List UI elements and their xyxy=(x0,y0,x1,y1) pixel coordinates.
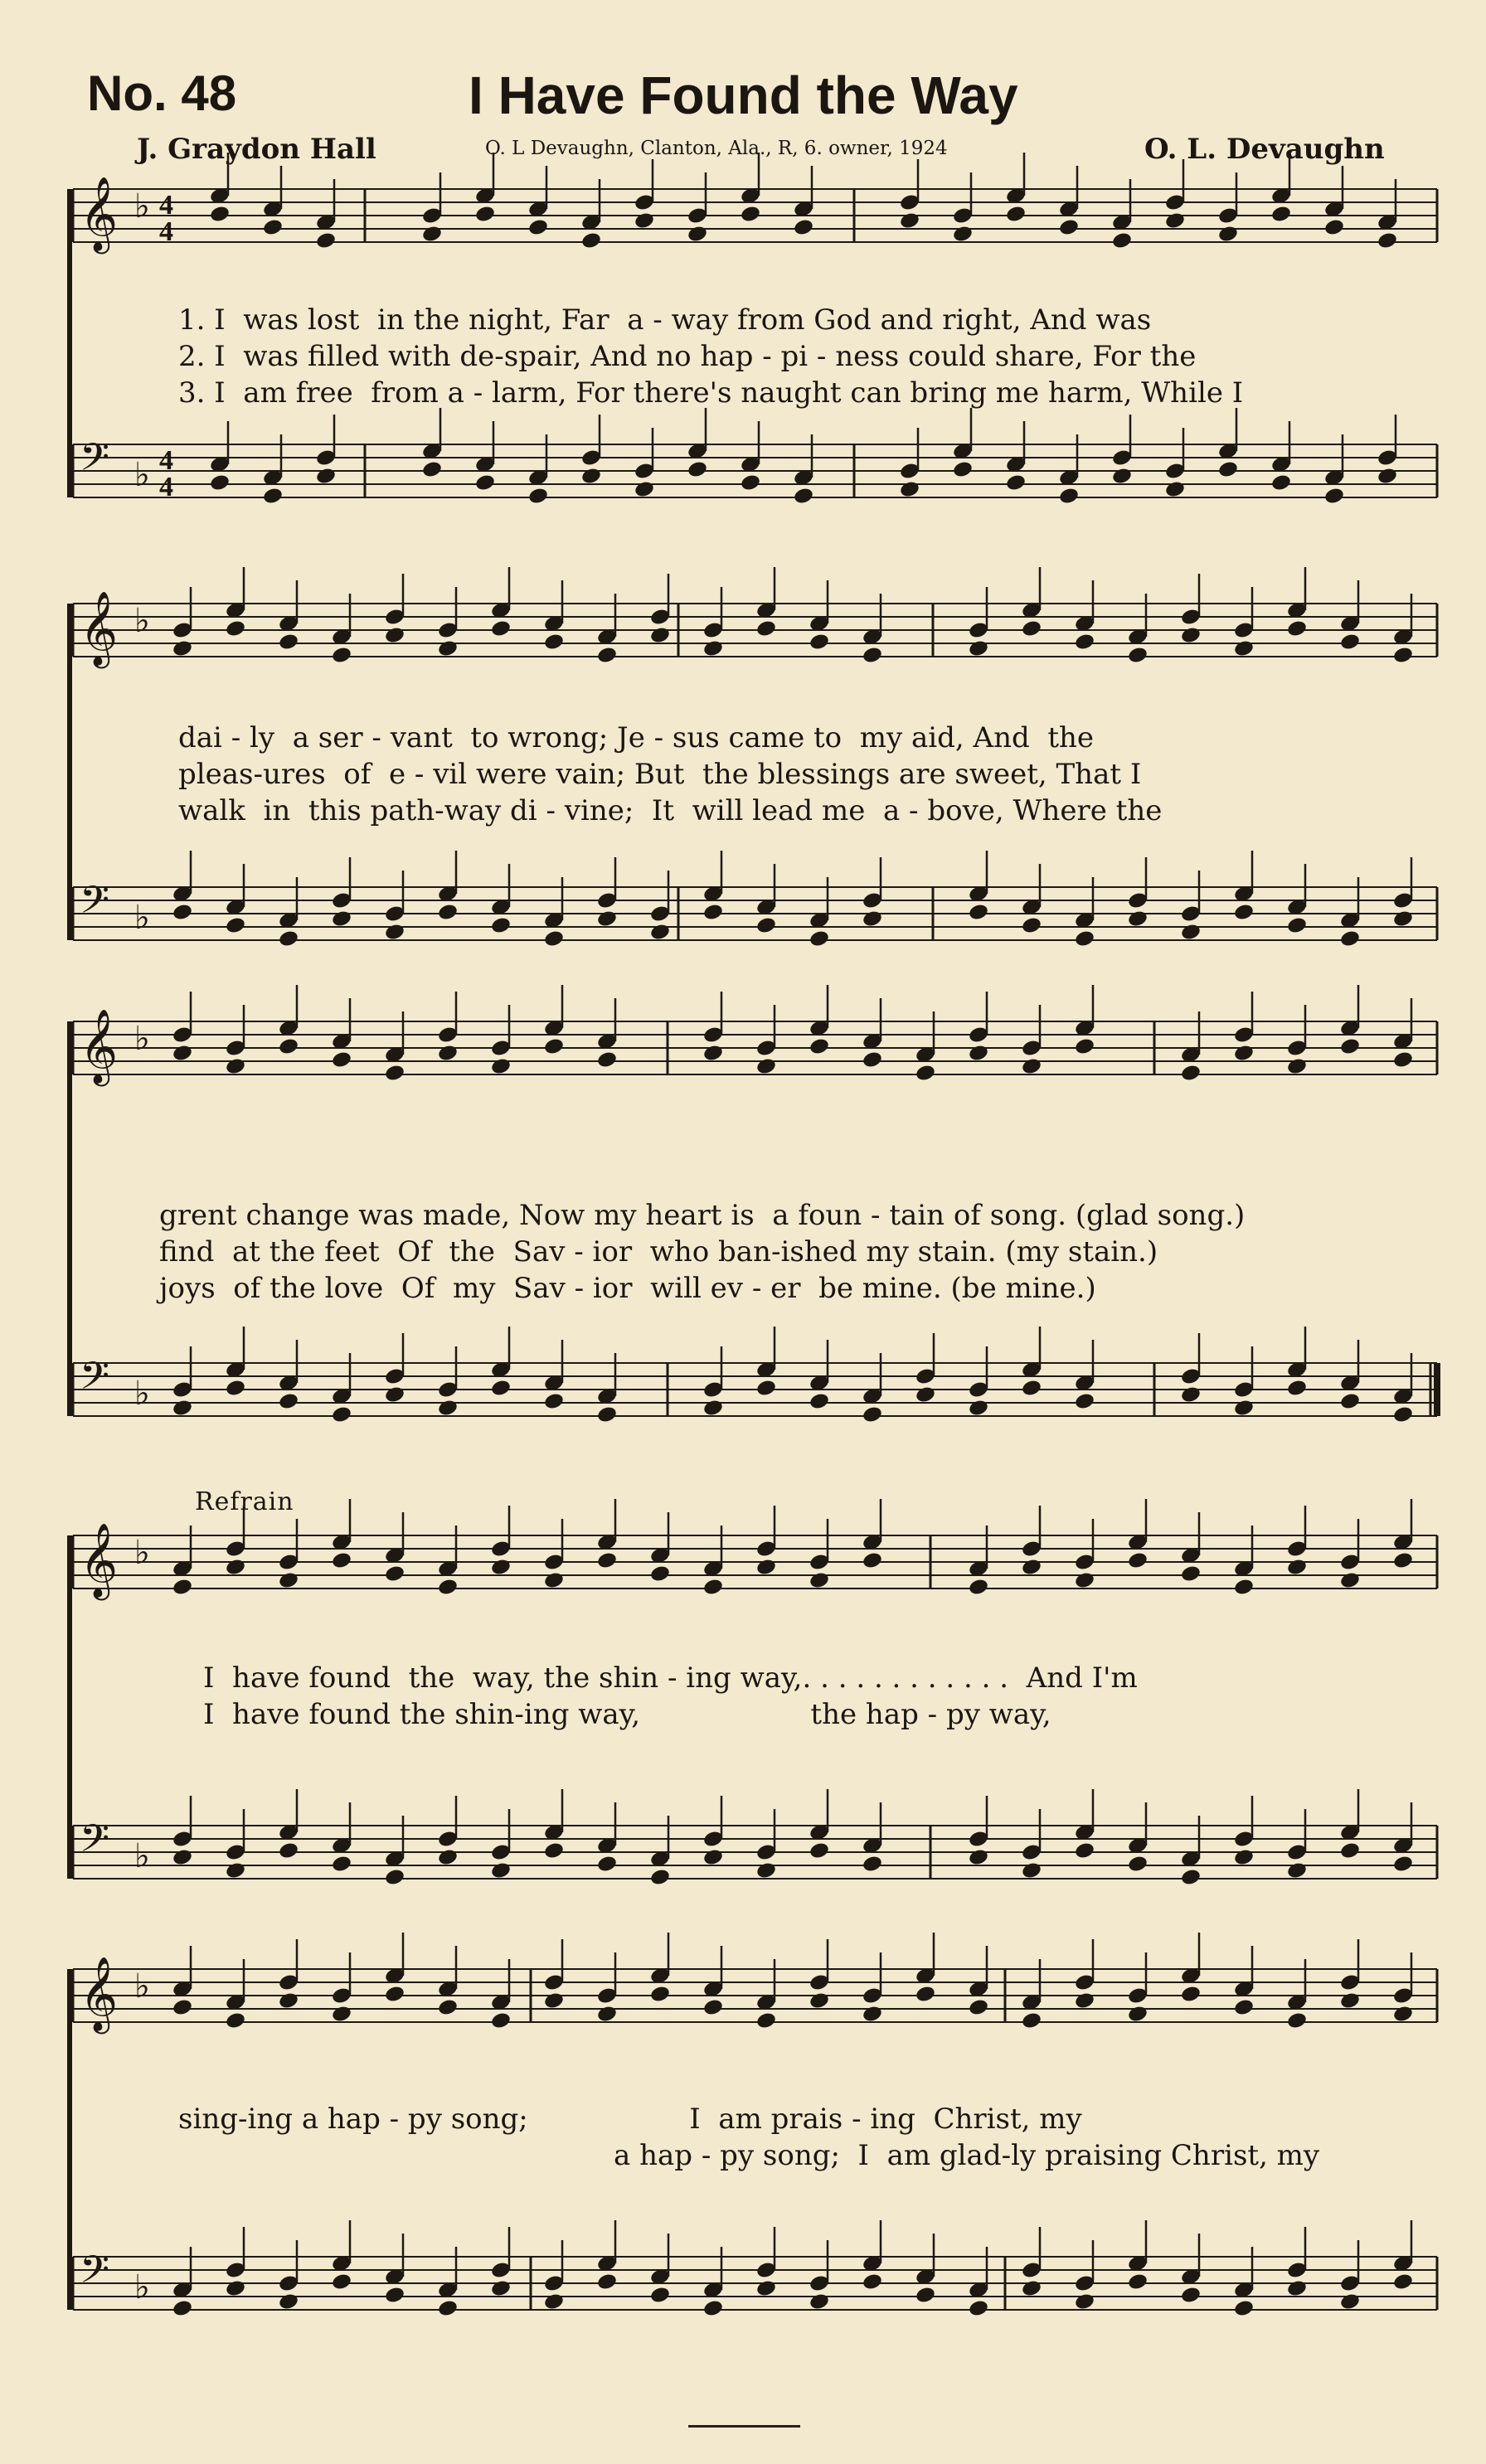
note-head xyxy=(580,231,602,250)
note-head xyxy=(809,1392,830,1411)
note-head xyxy=(1074,929,1095,948)
copyright-notice: O. L Devaughn, Clanton, Ala., R, 6. owner, 1924 xyxy=(485,138,948,159)
note-head xyxy=(278,929,299,948)
bass-clef-icon: 𝄢 xyxy=(80,1354,110,1408)
note-head xyxy=(278,1991,299,2010)
note-head xyxy=(1392,2005,1414,2024)
note-head xyxy=(527,218,549,237)
note-head xyxy=(1286,619,1308,638)
note-head xyxy=(1339,1392,1361,1411)
note-head xyxy=(862,1855,883,1874)
note-head xyxy=(1339,1841,1361,1860)
note-head xyxy=(702,2299,724,2318)
note-head xyxy=(490,1379,512,1398)
note-head xyxy=(899,211,920,230)
note-head xyxy=(702,1399,724,1418)
note-head xyxy=(915,1985,936,2004)
note-head xyxy=(1164,211,1186,230)
note-head xyxy=(543,1392,565,1411)
note-head xyxy=(968,903,989,922)
note-head xyxy=(225,1379,246,1398)
note-head xyxy=(809,2292,830,2311)
note-head xyxy=(755,1558,777,1577)
refrain-label: Refrain xyxy=(195,1487,294,1516)
note-head xyxy=(649,626,671,645)
note-head xyxy=(1233,2299,1255,2318)
note-head xyxy=(474,473,496,492)
note-head xyxy=(1286,2279,1308,2298)
note-head xyxy=(862,1405,883,1424)
note-head xyxy=(331,1050,352,1070)
note-head xyxy=(755,1057,777,1076)
note-head xyxy=(262,218,284,237)
note-head xyxy=(437,903,459,922)
note-head xyxy=(968,1578,989,1597)
note-head xyxy=(1074,633,1095,652)
note-head xyxy=(543,2292,565,2311)
note-head xyxy=(1323,218,1345,237)
note-head xyxy=(634,211,655,230)
note-head xyxy=(1058,487,1080,506)
treble-clef-icon: 𝄞 xyxy=(80,1957,119,2031)
note-head xyxy=(1233,903,1255,922)
note-head xyxy=(1111,231,1133,250)
note-head xyxy=(474,205,496,224)
note-head xyxy=(809,1571,830,1590)
note-head xyxy=(490,1057,512,1076)
note-head xyxy=(862,646,883,665)
note-head xyxy=(1339,2292,1361,2311)
note-head xyxy=(543,929,565,948)
footer-rule xyxy=(688,2425,800,2428)
note-head xyxy=(225,619,246,638)
note-head xyxy=(702,1848,724,1867)
note-head xyxy=(1339,929,1361,948)
lyric-line-s2-v2: pleas-ures of e - vil were vain; But the blessings are sweet, That I xyxy=(178,758,1142,791)
note-head xyxy=(1127,2272,1148,2292)
note-head xyxy=(968,2299,989,2318)
note-head xyxy=(755,1861,777,1880)
note-head xyxy=(596,1405,618,1424)
note-head xyxy=(968,1998,989,2017)
note-head xyxy=(172,1848,193,1867)
note-head xyxy=(543,1571,565,1590)
lyric-line-s4-v2: I have found the shin-ing way, the hap - py way, xyxy=(203,1698,1051,1731)
note-head xyxy=(915,1064,936,1083)
note-head xyxy=(968,1848,989,1867)
note-head xyxy=(490,1558,512,1577)
note-head xyxy=(596,1855,618,1874)
note-head xyxy=(278,2292,299,2311)
lyric-line-s2-v1: dai - ly a ser - vant to wrong; Je - sus came to my aid, And the xyxy=(178,721,1095,754)
note-head xyxy=(1392,1405,1414,1424)
lyric-line-s3-v3: joys of the love Of my Sav - ior will ev - er be mine. (be mine.) xyxy=(159,1272,1096,1305)
note-head xyxy=(1286,916,1308,935)
note-head xyxy=(331,2005,352,2024)
note-head xyxy=(384,1985,405,2004)
note-head xyxy=(596,1050,618,1070)
note-head xyxy=(1021,1057,1042,1076)
note-head xyxy=(384,1868,405,1887)
note-head xyxy=(755,1379,777,1398)
note-head xyxy=(634,480,655,499)
note-head xyxy=(315,467,337,486)
note-head xyxy=(172,1998,193,2017)
note-head xyxy=(262,487,284,506)
note-head xyxy=(915,1385,936,1404)
note-head xyxy=(1127,646,1148,665)
note-head xyxy=(172,1578,193,1597)
note-head xyxy=(1217,460,1239,479)
note-head xyxy=(490,619,512,638)
note-head xyxy=(490,1861,512,1880)
note-head xyxy=(331,646,352,665)
note-head xyxy=(543,1037,565,1056)
note-head xyxy=(1377,467,1398,486)
note-head xyxy=(1180,923,1202,942)
bass-clef-icon: 𝄢 xyxy=(80,2248,110,2302)
flat-sign-icon: ♭ xyxy=(134,899,150,937)
composer-credit: O. L. Devaughn xyxy=(1144,133,1385,166)
note-head xyxy=(225,1057,246,1076)
note-head xyxy=(1233,1998,1255,2017)
note-head xyxy=(278,1841,299,1860)
note-head xyxy=(1286,1379,1308,1398)
note-head xyxy=(952,460,974,479)
note-head xyxy=(862,1551,883,1570)
note-head xyxy=(702,903,724,922)
note-head xyxy=(437,1399,459,1418)
note-head xyxy=(278,1037,299,1056)
note-head xyxy=(1180,1064,1202,1083)
note-head xyxy=(755,619,777,638)
note-head xyxy=(1270,473,1292,492)
note-head xyxy=(862,2272,883,2292)
hymn-title: I Have Found the Way xyxy=(469,65,1018,125)
lyric-line-s1-v3: 3. I am free from a - larm, For there's naught can bring me harm, While I xyxy=(178,376,1244,410)
note-head xyxy=(1339,1571,1361,1590)
note-head xyxy=(209,205,231,224)
note-head xyxy=(580,467,602,486)
flat-sign-icon: ♭ xyxy=(134,1534,150,1572)
note-head xyxy=(1233,1848,1255,1867)
note-head xyxy=(437,1848,459,1867)
note-head xyxy=(543,633,565,652)
lyricist-credit: J. Graydon Hall xyxy=(137,133,376,166)
treble-clef-icon: 𝄞 xyxy=(80,1009,119,1084)
time-signature-digit: 4 xyxy=(159,445,173,476)
note-head xyxy=(437,2299,459,2318)
note-head xyxy=(1233,1578,1255,1597)
note-head xyxy=(1074,1037,1095,1056)
note-head xyxy=(315,231,337,250)
note-head xyxy=(1180,1564,1202,1584)
note-head xyxy=(437,639,459,658)
note-head xyxy=(225,1558,246,1577)
flat-sign-icon: ♭ xyxy=(134,187,150,226)
lyric-line-s3-v1: grent change was made, Now my heart is a foun - tain of song. (glad song.) xyxy=(159,1199,1246,1232)
note-head xyxy=(384,1064,405,1083)
note-head xyxy=(172,2299,193,2318)
time-signature-digit: 4 xyxy=(159,190,173,221)
note-head xyxy=(649,923,671,942)
lyric-line-s5-v1: sing-ing a hap - py song; I am prais - ing Christ, my xyxy=(178,2103,1082,2136)
note-head xyxy=(1058,218,1080,237)
note-head xyxy=(793,487,814,506)
note-head xyxy=(1339,633,1361,652)
note-head xyxy=(331,1551,352,1570)
note-head xyxy=(1392,646,1414,665)
note-head xyxy=(649,1868,671,1887)
note-head xyxy=(687,460,708,479)
note-head xyxy=(1127,1855,1148,1874)
note-head xyxy=(225,1861,246,1880)
note-head xyxy=(384,923,405,942)
note-head xyxy=(527,487,549,506)
note-head xyxy=(649,1564,671,1584)
note-head xyxy=(862,909,883,929)
note-head xyxy=(1392,1551,1414,1570)
note-head xyxy=(793,218,814,237)
note-head xyxy=(384,626,405,645)
note-head xyxy=(225,2011,246,2030)
note-head xyxy=(809,1841,830,1860)
note-head xyxy=(1339,1037,1361,1056)
note-head xyxy=(1180,2286,1202,2305)
treble-clef-icon: 𝄞 xyxy=(80,1523,119,1598)
note-head xyxy=(437,1044,459,1063)
note-head xyxy=(649,2286,671,2305)
note-head xyxy=(1323,487,1345,506)
note-head xyxy=(331,909,352,929)
lyric-line-s1-v2: 2. I was filled with de-spair, And no hap - pi - ness could share, For the xyxy=(178,340,1197,373)
note-head xyxy=(1021,1379,1042,1398)
note-head xyxy=(740,205,761,224)
note-head xyxy=(809,929,830,948)
note-head xyxy=(862,2005,883,2024)
note-head xyxy=(702,1998,724,2017)
note-head xyxy=(278,1392,299,1411)
note-head xyxy=(490,916,512,935)
note-head xyxy=(1180,626,1202,645)
note-head xyxy=(596,2272,618,2292)
note-head xyxy=(437,1578,459,1597)
note-head xyxy=(225,916,246,935)
note-head xyxy=(596,2005,618,2024)
treble-clef-icon: 𝄞 xyxy=(80,591,119,666)
note-head xyxy=(1392,1855,1414,1874)
note-head xyxy=(1005,473,1027,492)
time-signature-digit: 4 xyxy=(159,472,173,502)
note-head xyxy=(1021,1558,1042,1577)
note-head xyxy=(1021,1861,1042,1880)
note-head xyxy=(172,1044,193,1063)
note-head xyxy=(1074,1991,1095,2010)
flat-sign-icon: ♭ xyxy=(134,1967,150,2006)
note-head xyxy=(1005,205,1027,224)
flat-sign-icon: ♭ xyxy=(134,2268,150,2306)
note-head xyxy=(172,903,193,922)
note-head xyxy=(1074,1392,1095,1411)
note-head xyxy=(1127,2005,1148,2024)
note-head xyxy=(278,633,299,652)
note-head xyxy=(968,1044,989,1063)
note-head xyxy=(490,2279,512,2298)
note-head xyxy=(1233,639,1255,658)
note-head xyxy=(1180,1985,1202,2004)
note-head xyxy=(1392,2272,1414,2292)
treble-clef-icon: 𝄞 xyxy=(80,177,119,251)
note-head xyxy=(1127,1551,1148,1570)
note-head xyxy=(1074,2292,1095,2311)
note-head xyxy=(421,460,443,479)
note-head xyxy=(490,2011,512,2030)
flat-sign-icon: ♭ xyxy=(134,1020,150,1058)
note-head xyxy=(702,1044,724,1063)
note-head xyxy=(225,2279,246,2298)
note-head xyxy=(968,639,989,658)
note-head xyxy=(172,639,193,658)
note-head xyxy=(1111,467,1133,486)
note-head xyxy=(1074,1571,1095,1590)
note-head xyxy=(1074,1841,1095,1860)
note-head xyxy=(543,1991,565,2010)
note-head xyxy=(809,1037,830,1056)
note-head xyxy=(649,1985,671,2004)
note-head xyxy=(702,1578,724,1597)
note-head xyxy=(755,2279,777,2298)
note-head xyxy=(915,2286,936,2305)
note-head xyxy=(384,1564,405,1584)
note-head xyxy=(596,646,618,665)
bass-clef-icon: 𝄢 xyxy=(80,1816,110,1870)
note-head xyxy=(862,1050,883,1070)
note-head xyxy=(1286,1861,1308,1880)
flat-sign-icon: ♭ xyxy=(134,602,150,640)
note-head xyxy=(1339,1991,1361,2010)
note-head xyxy=(1233,1399,1255,1418)
note-head xyxy=(755,916,777,935)
flat-sign-icon: ♭ xyxy=(134,1375,150,1413)
note-head xyxy=(331,1405,352,1424)
note-head xyxy=(740,473,761,492)
lyric-line-s2-v3: walk in this path-way di - vine; It will lead me a - bove, Where the xyxy=(178,794,1163,827)
note-head xyxy=(1286,2011,1308,2030)
note-head xyxy=(278,1571,299,1590)
note-head xyxy=(596,1551,618,1570)
note-head xyxy=(952,225,974,244)
flat-sign-icon: ♭ xyxy=(134,1837,150,1875)
note-head xyxy=(437,1998,459,2017)
note-head xyxy=(1021,916,1042,935)
note-head xyxy=(1377,231,1398,250)
note-head xyxy=(755,2011,777,2030)
note-head xyxy=(1164,480,1186,499)
note-head xyxy=(1021,2279,1042,2298)
note-head xyxy=(899,480,920,499)
note-head xyxy=(1233,1044,1255,1063)
lyric-line-s4-v1: I have found the way, the shin - ing way,. . . . . . . . . . . . And I'm xyxy=(203,1661,1138,1695)
note-head xyxy=(809,1991,830,2010)
note-head xyxy=(543,1841,565,1860)
note-head xyxy=(209,473,231,492)
note-head xyxy=(687,225,708,244)
note-head xyxy=(1392,909,1414,929)
time-signature-digit: 4 xyxy=(159,216,173,247)
lyric-line-s1-v1: 1. I was lost in the night, Far a - way from God and right, And was xyxy=(178,303,1152,337)
note-head xyxy=(421,225,443,244)
bass-clef-icon: 𝄢 xyxy=(80,878,110,932)
note-head xyxy=(809,633,830,652)
note-head xyxy=(331,2272,352,2292)
note-head xyxy=(968,1399,989,1418)
note-head xyxy=(1392,1050,1414,1070)
note-head xyxy=(1180,1868,1202,1887)
note-head xyxy=(1217,225,1239,244)
note-head xyxy=(384,1385,405,1404)
note-head xyxy=(596,909,618,929)
note-head xyxy=(384,2286,405,2305)
flat-sign-icon: ♭ xyxy=(134,456,150,494)
note-head xyxy=(331,1855,352,1874)
lyric-line-s3-v2: find at the feet Of the Sav - ior who ban-ished my stain. (my stain.) xyxy=(159,1235,1158,1268)
note-head xyxy=(1286,1558,1308,1577)
note-head xyxy=(1270,205,1292,224)
hymn-number: No. 48 xyxy=(87,65,237,121)
note-head xyxy=(702,639,724,658)
note-head xyxy=(172,1399,193,1418)
note-head xyxy=(1180,1385,1202,1404)
bass-clef-icon: 𝄢 xyxy=(80,435,110,489)
note-head xyxy=(1286,1057,1308,1076)
lyric-line-s5-v2: a hap - py song; I am glad-ly praising Christ, my xyxy=(614,2139,1320,2172)
note-head xyxy=(1021,619,1042,638)
note-head xyxy=(1127,909,1148,929)
note-head xyxy=(1021,2011,1042,2030)
